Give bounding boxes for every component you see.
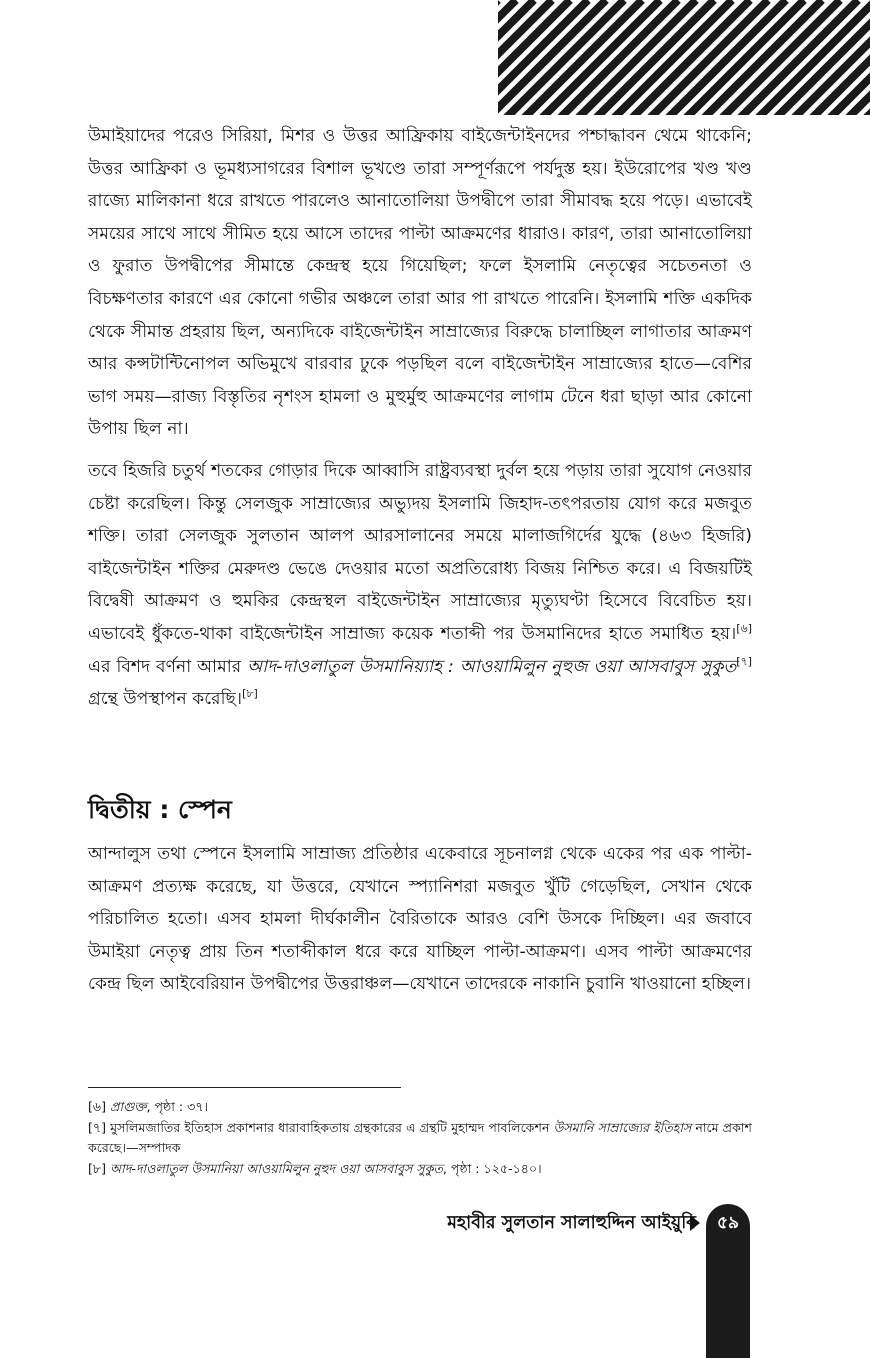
footnote-6	[88, 1097, 752, 1118]
triangle-right-icon	[690, 1215, 700, 1231]
footnote-text: নামে প্রকাশ করেছে।—সম্পাদক	[88, 1119, 752, 1155]
paragraph-1: উমাইয়াদের পরেও সিরিয়া, মিশর ও উত্তর আফ্রিকায় বাইজেন্টাইনদের পশ্চাদ্ধাবন থেমে থাকেনি; উত্তর আফ্রিকা ও ভূমধ্যসাগরের বিশাল ভূখণ্ডে তারা সম্পূর্ণরূপে পর্যদুস্ত হয়। ইউরোপের খণ্ড খণ্ড রাজ্যে মালিকানা ধরে রাখতে পারলেও আনাতোলিয়া উপদ্বীপে তারা সীমাবদ্ধ হয়ে পড়ে। এভাবেই সময়ের সাথে সাথে সীমিত হয়ে আসে তাদের পাল্টা আক্রমণের ধারাও। কারণ, তারা আনাতোলিয়া ও ফুরাত উপদ্বীপের সীমান্তে কেন্দ্রস্থ হয়ে গিয়েছিল; ফলে ইসলামি নেতৃত্বের সচেতনতা ও বিচক্ষণতার কারণে এর কোনো গভীর অঞ্চলে তারা আর পা রাখতে পারেনি। ইসলামি শক্তি একদিক থেকে সীমান্ত প্রহরায় ছিল, অন্যদিকে বাইজেন্টাইন সাম্রাজ্যের বিরুদ্ধে চালাচ্ছিল লাগাতার আক্রমণ আর কন্সটান্টিনোপল অভিমুখে বারবার ঢুকে পড়ছিল বলে বাইজেন্টাইন সাম্রাজ্যের হাতে—বেশির ভাগ সময়—রাজ্য বিস্তৃতির নৃশংস হামলা ও মুহুর্মুহু আক্রমণের লাগাম টেনে ধরা ছাড়া আর কোনো উপায় ছিল না।	[88, 126, 752, 440]
footnote-text: মুসলিমজাতির ইতিহাস প্রকাশনার ধারাবাহিকতায় গ্রন্থকারের এ গ্রন্থটি মুহাম্মদ পাবলিকেশন	[110, 1119, 554, 1135]
paragraph-2-mid: এর বিশদ বর্ণনা আমার	[88, 656, 248, 677]
decorative-stripes	[498, 0, 870, 115]
footnote-italic: উসমানি সাম্রাজ্যের ইতিহাস	[553, 1119, 692, 1135]
footnote-ref-6[interactable]: [৬]	[736, 621, 752, 635]
footnote-number: [৮]	[88, 1160, 106, 1176]
section-2-paragraph: আন্দালুস তথা স্পেনে ইসলামি সাম্রাজ্য প্রতিষ্ঠার একেবারে সূচনালগ্ন থেকে একের পর এক পাল্টা-আক্রমণ প্রত্যক্ষ করেছে, যা উত্তরে, যেখানে স্প্যানিশরা মজবুত খুঁটি গেড়েছিল, সেখান থেকে পরিচালিত হতো। এসব হামলা দীর্ঘকালীন বৈরিতাকে আরও বেশি উসকে দিচ্ছিল। এর জবাবে উমাইয়া নেতৃত্ব প্রায় তিন শতাব্দীকাল ধরে করে যাচ্ছিল পাল্টা-আক্রমণ। এসব পাল্টা আক্রমণের কেন্দ্র ছিল আইবেরিয়ান উপদ্বীপের উত্তরাঞ্চল—যেখানে তাদেরকে নাকানি চুবানি খাওয়ানো হচ্ছিল।	[88, 844, 752, 995]
footnote-8	[88, 1159, 752, 1180]
footnote-number: [৬]	[88, 1099, 107, 1114]
footnote-text: , পৃষ্ঠা : ১২৫-১৪০।	[442, 1160, 542, 1176]
footnote-text: , পৃষ্ঠা : ৩৭।	[146, 1099, 209, 1114]
footnote-ref-7[interactable]: [৭]	[736, 654, 752, 668]
main-text	[88, 120, 752, 725]
footnote-italic: প্রাগুক্ত	[110, 1099, 147, 1114]
running-footer-book-title: মহাবীর সুলতান সালাহুদ্দিন আইয়ুবি	[447, 1213, 696, 1233]
footnote-divider	[88, 1087, 401, 1088]
footnote-italic: আদ-দাওলাতুল উসমানিয়া আওয়ামিলুন নুহুদ ওয়া আসবাবুস সুকুত	[110, 1160, 443, 1176]
paragraph-2-end: গ্রন্থে উপস্থাপন করেছি।	[88, 689, 243, 710]
footnote-7	[88, 1118, 752, 1159]
footnotes	[88, 1097, 752, 1179]
page-number: ৫৯	[716, 1213, 740, 1233]
footnote-ref-8[interactable]: [৮]	[242, 687, 258, 701]
book-title-italic: আদ-দাওলাতুল উসমানিয়্যাহ : আওয়ামিলুন নুহুজ ওয়া আসবাবুস সুকুত	[247, 656, 737, 677]
paragraph-2	[88, 455, 752, 716]
section-heading: দ্বিতীয় : স্পেন	[88, 795, 232, 824]
paragraph-2-text: তবে হিজরি চতুর্থ শতকের গোড়ার দিকে আব্বাসি রাষ্ট্রব্যবস্থা দুর্বল হয়ে পড়ায় তারা সুযোগ নেওয়ার চেষ্টা করেছিল। কিন্তু সেলজুক সাম্রাজ্যের অভ্যুদয় ইসলামি জিহাদ-তৎপরতায় যোগ করে মজবুত শক্তি। তারা সেলজুক সুলতান আলপ আরসালানের সময়ে মালাজগির্দের যুদ্ধে (৪৬৩ হিজরি) বাইজেন্টাইন শক্তির মেরুদণ্ড ভেঙে দেওয়ার মতো অপ্রতিরোধ্য বিজয় নিশ্চিত করে। এ বিজয়টিই বিদ্বেষী আক্রমণ ও হুমকির কেন্দ্রস্থল বাইজেন্টাইন সাম্রাজ্যের মৃত্যুঘণ্টা হিসেবে বিবেচিত হয়। এভাবেই ধুঁকতে-থাকা বাইজেন্টাইন সাম্রাজ্য কয়েক শতাব্দী পর উসমানিদের হাতে সমাধিত হয়।	[88, 460, 752, 644]
footnote-number: [৭]	[88, 1119, 107, 1135]
